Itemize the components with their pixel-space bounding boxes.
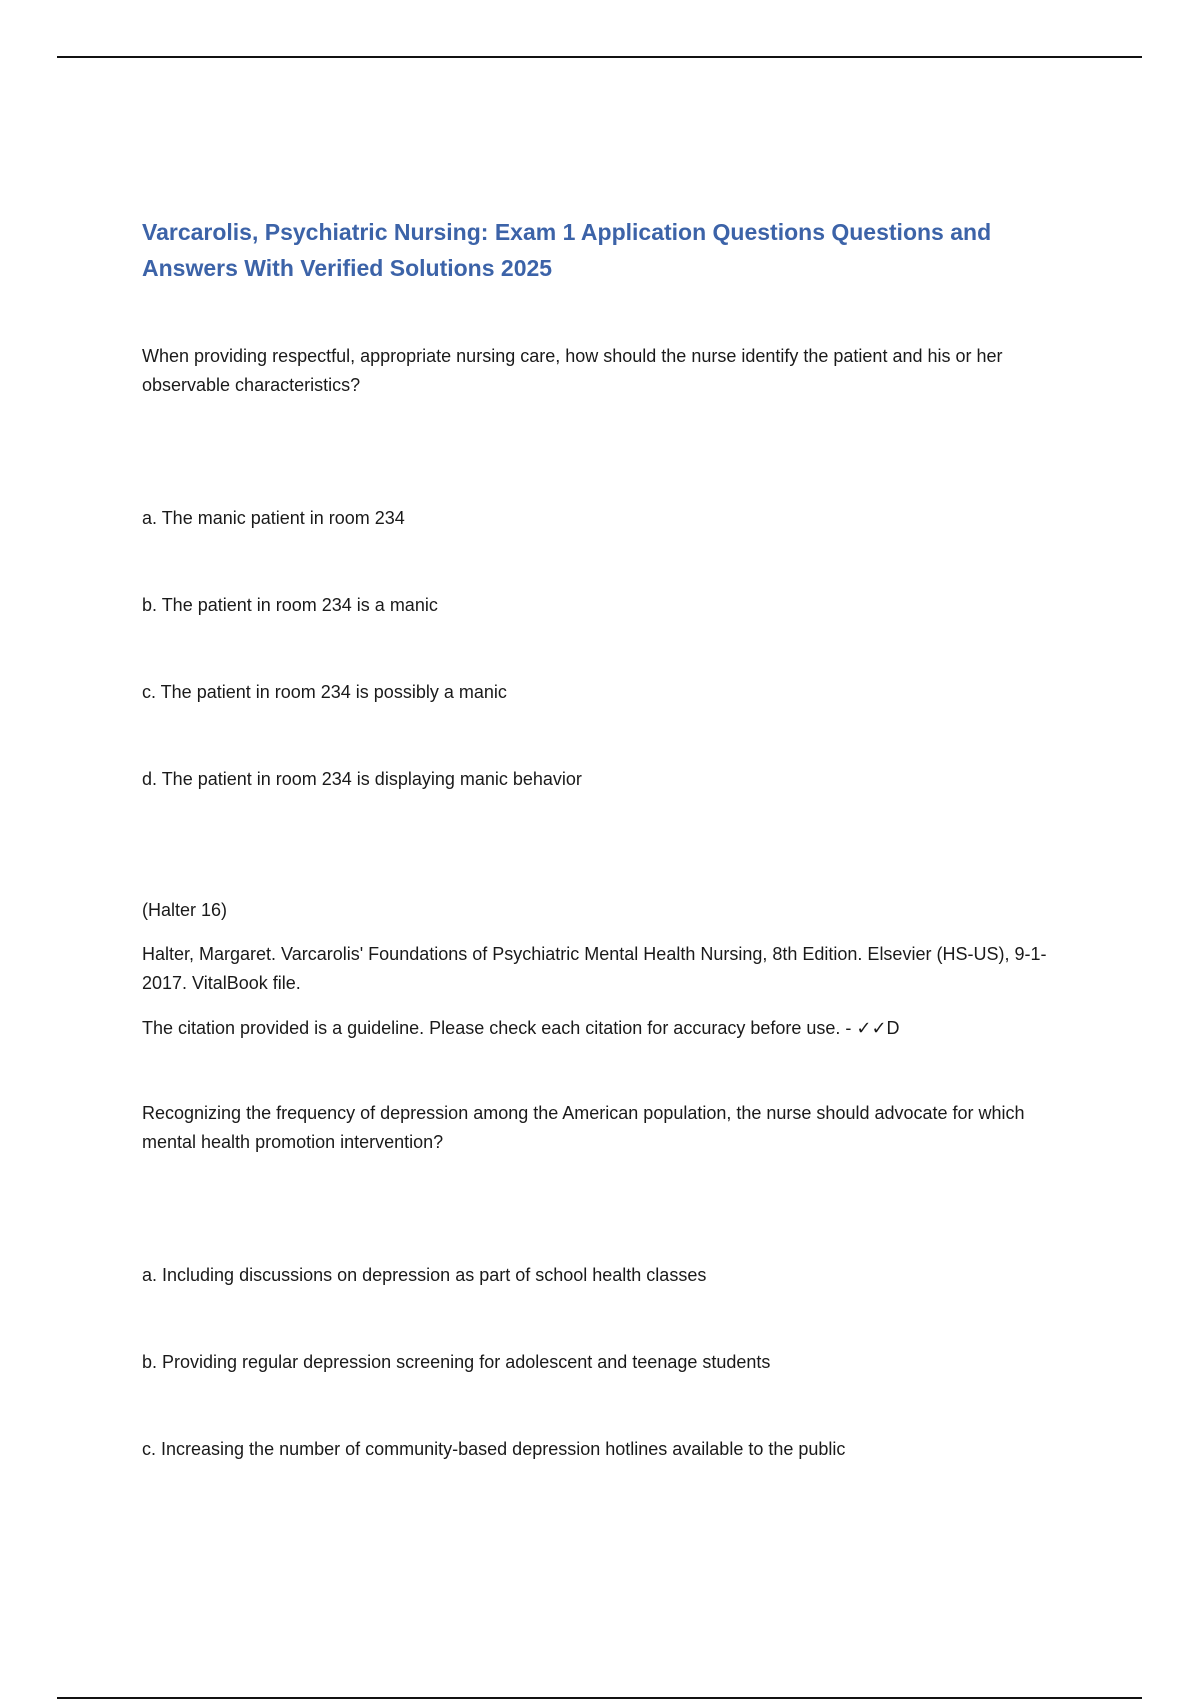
question-2-option-a: a. Including discussions on depression as part of school health classes bbox=[142, 1265, 707, 1285]
question-2-prompt: Recognizing the frequency of depression among the American population, the nurse should advocate for which mental health promotion intervention? bbox=[142, 1103, 1025, 1152]
question-1-option-b: b. The patient in room 234 is a manic bbox=[142, 595, 438, 615]
question-1-option-d: d. The patient in room 234 is displaying manic behavior bbox=[142, 769, 582, 789]
question-1-reference-full: Halter, Margaret. Varcarolis' Foundations of Psychiatric Mental Health Nursing, 8th Edition. Elsevier (HS-US), 9-1-2017. VitalBook file. bbox=[142, 944, 1047, 993]
question-2-option-b: b. Providing regular depression screening for adolescent and teenage students bbox=[142, 1352, 771, 1372]
footer-rule bbox=[57, 1697, 1142, 1699]
question-1-reference-short: (Halter 16) bbox=[142, 900, 228, 920]
document-body bbox=[142, 214, 1072, 1459]
header-rule bbox=[57, 56, 1142, 58]
document-title: Varcarolis, Psychiatric Nursing: Exam 1 Application Questions Questions and Answers With Verified Solutions 2025 bbox=[142, 219, 992, 281]
question-1-option-c: c. The patient in room 234 is possibly a manic bbox=[142, 682, 507, 702]
question-2-option-c: c. Increasing the number of community-based depression hotlines available to the public bbox=[142, 1439, 846, 1459]
question-1-option-a: a. The manic patient in room 234 bbox=[142, 508, 405, 528]
question-1-prompt: When providing respectful, appropriate nursing care, how should the nurse identify the patient and his or her observable characteristics? bbox=[142, 346, 1003, 395]
question-1-citation-note: The citation provided is a guideline. Please check each citation for accuracy before use. - ✓✓D bbox=[142, 1018, 900, 1038]
